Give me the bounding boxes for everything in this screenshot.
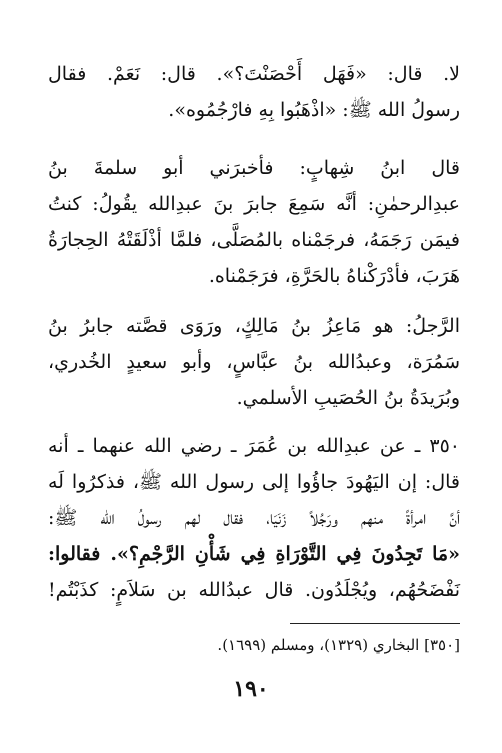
footnote-divider [290, 623, 460, 624]
paragraph-line: رسولُ الله ﷺ: «اذْهَبُوا بِهِ فارْجُمُوه». [168, 99, 460, 121]
paragraph-3 [48, 308, 460, 416]
paragraph-line: سَمُرَة، وعبدُالله بنُ عبَّاسٍ، وأبو سعيدٍ الخُدري، [48, 351, 460, 373]
paragraph-line: ٣٥٠ ـ عن عبدِالله بن عُمَرَ ـ رضي الله عنهما ـ أنه [48, 435, 460, 457]
page-number: ١٩٠ [233, 676, 269, 702]
paragraph-line: عبدِالرحمٰنِ: أنَّه سَمِعَ جابرَ بنَ عبدِالله يقُولُ: كنتُ [48, 193, 460, 215]
paragraph-2 [48, 150, 460, 294]
paragraph-line: قال: إن اليَهُودَ جاؤُوا إلى رسول الله ﷺ، فذكرُوا لَه [48, 471, 460, 493]
paragraph-line: «مَا تَجِدُونَ فِي التَّوْرَاةِ فِي شَأْنِ الرَّجْمِ؟». فقالوا: [48, 543, 460, 565]
paragraph-line: قال ابنُ شِهابٍ: فأخبرَني أبو سلمةَ بنُ [48, 157, 460, 179]
paragraph-line: لا. قال: «فَهَل أَحْصَنْتَ؟». قال: نَعَمْ. فقال [48, 63, 460, 85]
paragraph-line: الرَّجلُ: هو مَاعِزُ بنُ مَالِكٍ، ورَوَى قصَّته جابرُ بنُ [48, 315, 460, 337]
paragraph-line: أنَّ امرأةً منهم ورَجُلاً زَنَيَا، فقال لهم رسولُ الله ﷺ: [48, 507, 460, 529]
paragraph-line: هَرَبَ، فأدْرَكْناهُ بالحَرَّةِ، فرَجَمْناه. [208, 265, 460, 287]
paragraph-line: نَفْضَحُهُم، ويُجْلَدُون. قال عبدُالله بن سَلاَمٍ: كذَبْتُم! [48, 579, 460, 601]
paragraph-1 [48, 56, 460, 128]
paragraph-4 [48, 428, 460, 608]
footnote: [٣٥٠] البخاري (١٣٢٩)، ومسلم (١٦٩٩). [217, 636, 460, 654]
paragraph-line: وبُرَيدَةُ بنُ الحُصَيبِ الأسلمي. [236, 387, 460, 409]
paragraph-line: فيمَن رَجَمَهُ، فرجَمْناه بالمُصَلَّى، فلمَّا أذْلَقَتْهُ الحِجارَةُ [48, 229, 460, 251]
